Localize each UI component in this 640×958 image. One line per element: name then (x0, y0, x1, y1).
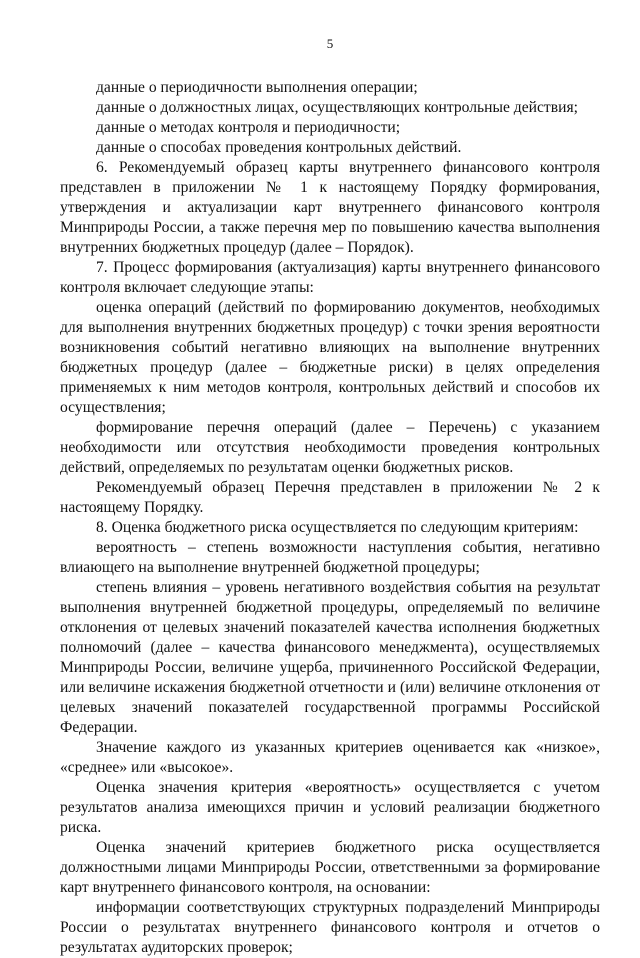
paragraph-item-6: 6. Рекомендуемый образец карты внутреннего финансового контроля представлен в приложении № 1 к настоящему Порядку формирования, утверждения и актуализации карт внутреннего финансового контроля Минприроды России, а также перечня мер по повышению качества выполнения внутренних бюджетных процедур (далее – Порядок). (60, 159, 600, 256)
paragraph-impact-degree: степень влияния – уровень негативного воздействия события на результат выполнения внутренней бюджетной процедуры, определяемый по величине отклонения от целевых значений показателей качества исполнения бюджетных полномочий (далее – качества финансового менеджмента), осуществляемых Минприроды России, величине ущерба, причиненного Российской Федерации, или величине искажения бюджетной отчетности и (или) величине отклонения от целевых значений показателей государственной программы Российской Федерации. (60, 579, 600, 736)
paragraph-information-sources: информации соответствующих структурных подразделений Минприроды России о результатах внутреннего финансового контроля и отчетов о результатах аудиторских проверок; (60, 899, 600, 956)
paragraph-ways-data: данные о способах проведения контрольных действий. (96, 139, 462, 156)
paragraph-list-sample: Рекомендуемый образец Перечня представлен в приложении № 2 к настоящему Порядку. (60, 479, 600, 516)
paragraph-item-8: 8. Оценка бюджетного риска осуществляется по следующим критериям: (96, 519, 579, 536)
paragraph-item-7: 7. Процесс формирования (актуализация) карты внутреннего финансового контроля включает следующие этапы: (60, 259, 600, 296)
page-number: 5 (326, 36, 334, 51)
paragraph-operations-assessment: оценка операций (действий по формированию документов, необходимых для выполнения внутренних бюджетных процедур) с точки зрения вероятности возникновения событий негативно влияющих на выполнение внутренних бюджетных процедур (далее – бюджетные риски) в целях определения применяемых к ним методов контроля, контрольных действий и способов их осуществления; (60, 299, 600, 416)
paragraph-officials-data: данные о должностных лицах, осуществляющих контрольные действия; (96, 99, 578, 116)
paragraph-probability-assessment: Оценка значения критерия «вероятность» осуществляется с учетом результатов анализа имеющихся причин и условий реализации бюджетного риска. (60, 779, 600, 836)
paragraph-frequency-data: данные о периодичности выполнения операции; (96, 79, 418, 96)
paragraph-criteria-values: Значение каждого из указанных критериев оценивается как «низкое», «среднее» или «высокое». (60, 739, 600, 776)
paragraph-criteria-assessment: Оценка значений критериев бюджетного риска осуществляется должностными лицами Минприроды России, ответственными за формирование карт внутреннего финансового контроля, на основании: (60, 839, 600, 896)
paragraph-methods-data: данные о методах контроля и периодичности; (96, 119, 401, 136)
paragraph-list-formation: формирование перечня операций (далее – Перечень) с указанием необходимости или отсутствия необходимости проведения контрольных действий, определяемых по результатам оценки бюджетных рисков. (60, 419, 600, 476)
paragraph-probability: вероятность – степень возможности наступления события, негативно влиающего на выполнение внутренней бюджетной процедуры; (60, 539, 600, 576)
